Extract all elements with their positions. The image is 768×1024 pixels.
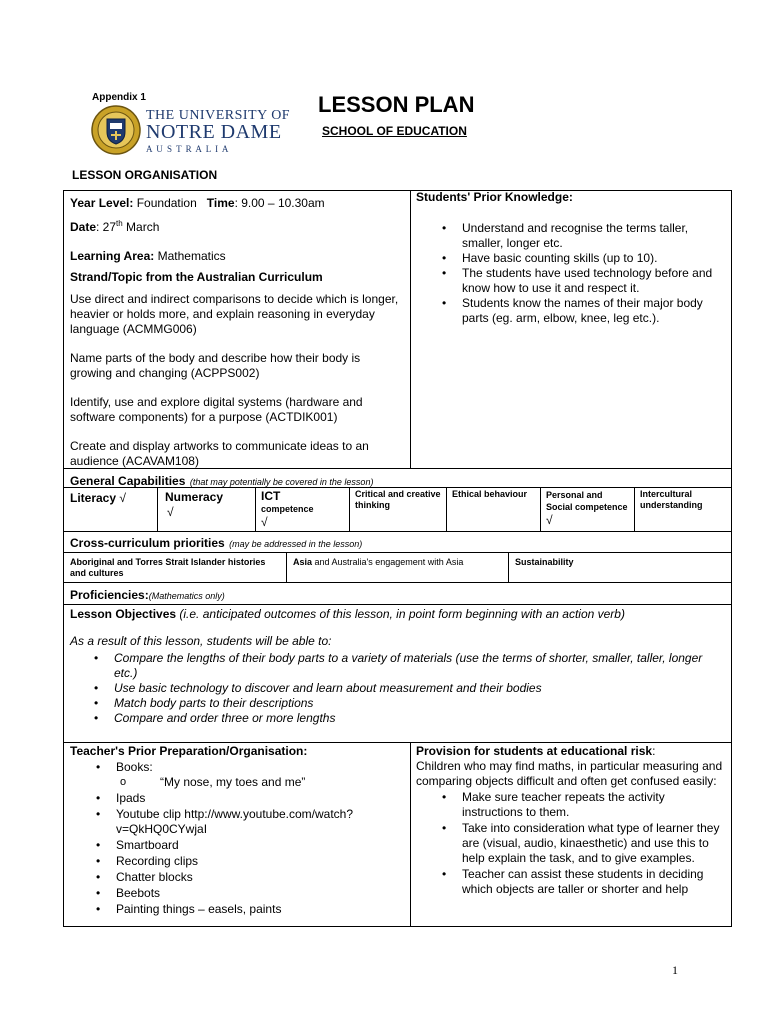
list-item: • Take into consideration what type of learner they are (visual, audio, kinaesthetic) and use this to help explain the task, and to give examples.	[436, 821, 726, 866]
date-line	[70, 216, 405, 235]
priority-sustainability: Sustainability	[515, 557, 574, 567]
page-number: 1	[672, 963, 678, 977]
university-logo	[90, 104, 290, 156]
prior-knowledge-cell	[416, 190, 724, 326]
provision-heading: Provision for students at educational risk	[416, 744, 653, 758]
logo-line-1: THE UNIVERSITY OF	[146, 108, 290, 123]
university-crest-icon	[90, 104, 290, 156]
capability-numeracy	[165, 490, 223, 520]
proficiencies-row	[70, 586, 225, 604]
cross-curriculum-heading: Cross-curriculum priorities	[70, 536, 225, 550]
strand-4: Create and display artworks to communicate ideas to an audience (ACAVAM108)	[70, 439, 369, 468]
page-subtitle: SCHOOL OF EDUCATION	[322, 124, 467, 138]
book-title: o “My nose, my toes and me”	[70, 775, 406, 790]
logo-line-2: NOTRE DAME	[146, 121, 282, 143]
list-item: • Compare the lengths of their body parts to a variety of materials (use the terms of shorter, smaller, taller, longer etc.)	[88, 651, 725, 681]
time-label: Time	[206, 196, 235, 210]
capability-ethical: Ethical behaviour	[452, 489, 528, 499]
asia-bold: Asia	[293, 557, 313, 567]
list-item: • Use basic technology to discover and learn about measurement and their bodies	[88, 681, 725, 696]
list-item: • The students have used technology before and know how to use it and respect it.	[436, 266, 724, 296]
logo-line-3: A U S T R A L I A	[146, 144, 230, 154]
provision-intro: Children who may find maths, in particular measuring and comparing objects difficult and often get confused easily:	[416, 759, 723, 788]
ict-sub-label: competence	[261, 504, 314, 514]
objectives-heading: Lesson Objectives	[70, 607, 177, 621]
prior-knowledge-heading: Students' Prior Knowledge:	[416, 190, 573, 204]
date-suffix: th	[116, 219, 123, 228]
literacy-tick: √	[119, 491, 126, 505]
year-level-value: Foundation	[136, 196, 197, 210]
list-item: • Teacher can assist these students in deciding which objects are taller or shorter and help	[436, 867, 726, 897]
cross-curriculum-heading-row	[70, 534, 362, 552]
capabilities-heading: General Capabilities	[70, 474, 186, 488]
learning-area-line	[70, 249, 405, 264]
list-item: • Compare and order three or more lengths	[88, 711, 725, 726]
list-item: • Smartboard	[90, 838, 406, 853]
numeracy-tick: √	[167, 505, 174, 519]
prior-knowledge-list	[416, 221, 724, 326]
list-item: • Make sure teacher repeats the activity instructions to them.	[436, 790, 726, 820]
date-month: March	[122, 220, 160, 234]
list-item: • Have basic counting skills (up to 10).	[436, 251, 724, 266]
personal-label: Personal and Social competence	[546, 490, 628, 512]
capabilities-note: (that may potentially be covered in the lesson)	[189, 477, 374, 487]
date-day: : 27	[96, 220, 117, 234]
capability-personal	[546, 489, 631, 528]
list-item: • Beebots	[90, 886, 406, 901]
date-label: Date	[70, 220, 97, 234]
numeracy-label: Numeracy	[165, 490, 224, 504]
learning-area-label: Learning Area:	[70, 249, 155, 263]
provision-list	[416, 790, 726, 897]
year-time-line	[70, 196, 405, 211]
strand-heading: Strand/Topic from the Australian Curriculum	[70, 270, 323, 284]
objectives-intro: As a result of this lesson, students will be able to:	[70, 634, 332, 648]
preparation-cell	[70, 744, 406, 917]
provision-heading-row	[416, 744, 726, 759]
preparation-list	[70, 760, 406, 775]
list-item: • Chatter blocks	[90, 870, 406, 885]
ict-tick: √	[261, 515, 268, 529]
learning-area-value: Mathematics	[157, 249, 226, 263]
strand-3: Identify, use and explore digital systems (hardware and software components) for a purpose (ACTDIK001)	[70, 395, 363, 424]
asia-rest: and Australia's engagement with Asia	[312, 557, 464, 567]
strand-2: Name parts of the body and describe how their body is growing and changing (ACPPS002)	[70, 351, 361, 380]
preparation-list-2	[70, 791, 406, 917]
strand-1: Use direct and indirect comparisons to decide which is longer, heavier or holds more, and explain reasoning in everyday language (ACMMG006)	[70, 292, 399, 336]
priority-asia	[293, 557, 505, 568]
list-item: • Understand and recognise the terms taller, smaller, longer etc.	[436, 221, 724, 251]
proficiencies-heading: Proficiencies:	[70, 588, 149, 602]
literacy-label: Literacy	[70, 491, 117, 505]
cross-curriculum-note: (may be addressed in the lesson)	[229, 539, 363, 549]
capability-critical: Critical and creative thinking	[355, 489, 441, 510]
list-item: • Recording clips	[90, 854, 406, 869]
ict-label: ICT	[261, 489, 281, 503]
list-item: • Youtube clip http://www.youtube.com/watch?v=QkHQ0CYwjaI	[90, 807, 406, 837]
list-item: • Painting things – easels, paints	[90, 902, 406, 917]
page-title: LESSON PLAN	[318, 92, 475, 117]
capabilities-heading-row	[70, 472, 373, 490]
appendix-label: Appendix 1	[92, 92, 146, 103]
list-item: • Students know the names of their major body parts (eg. arm, elbow, knee, leg etc.).	[436, 296, 724, 326]
list-item: • Ipads	[90, 791, 406, 806]
proficiencies-note: (Mathematics only)	[148, 591, 225, 601]
section-heading: LESSON ORGANISATION	[72, 168, 218, 182]
provision-cell	[416, 744, 726, 897]
objectives-cell	[70, 607, 725, 726]
capability-literacy	[70, 491, 126, 506]
time-value: : 9.00 – 10.30am	[234, 196, 325, 210]
personal-tick: √	[546, 513, 553, 527]
preparation-heading: Teacher's Prior Preparation/Organisation:	[70, 744, 308, 758]
provision-colon: :	[652, 744, 656, 758]
year-level-label: Year Level:	[70, 196, 134, 210]
capability-ict	[261, 489, 314, 530]
capability-intercultural: Intercultural understanding	[640, 489, 703, 510]
organisation-cell	[70, 196, 405, 469]
list-item: • Books:	[90, 760, 406, 775]
objectives-heading-row	[70, 607, 725, 622]
objectives-list	[70, 651, 725, 726]
objectives-note: (i.e. anticipated outcomes of this lesson, in point form beginning with an action verb)	[179, 607, 625, 621]
list-item: • Match body parts to their descriptions	[88, 696, 725, 711]
priority-aboriginal: Aboriginal and Torres Strait Islander histories and cultures	[70, 557, 266, 578]
